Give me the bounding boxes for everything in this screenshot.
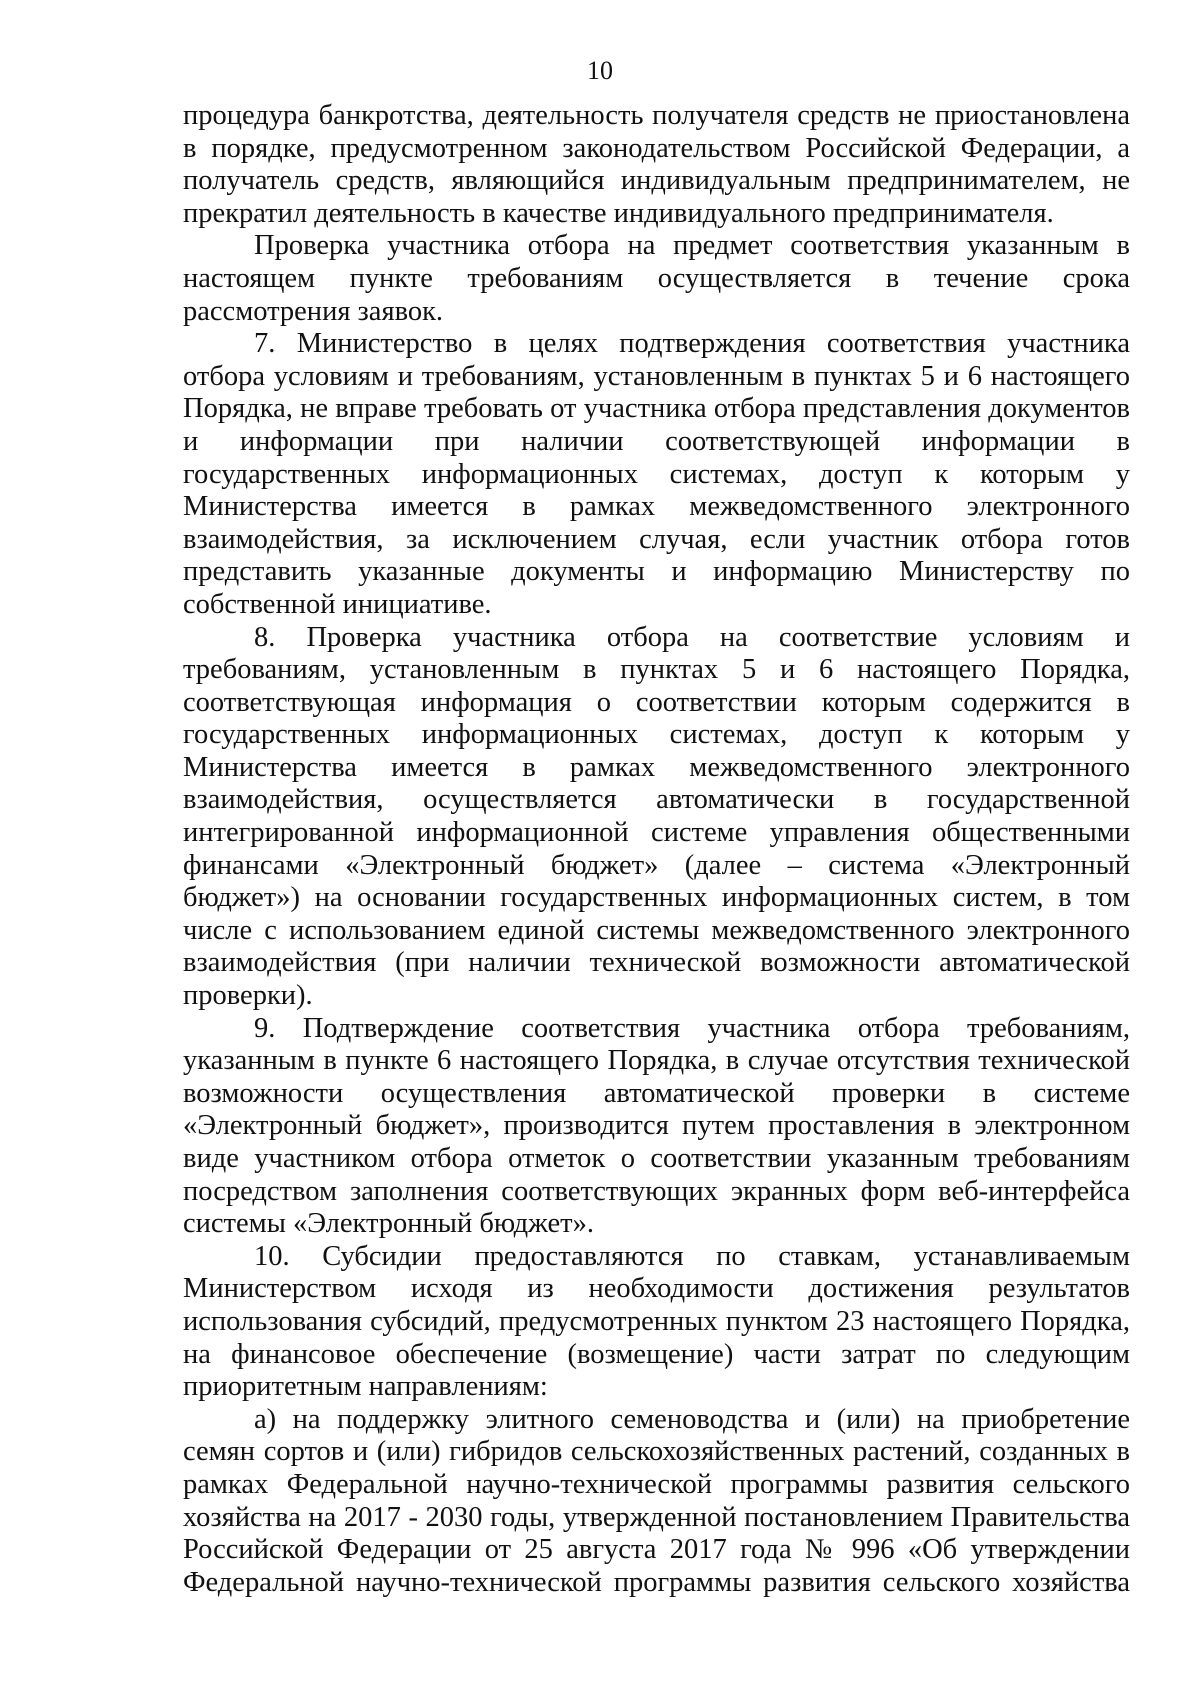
- paragraph-item-9: 9. Подтверждение соответствия участника отбора требованиям, указанным в пункте 6 настоящего Порядка, в случае отсутствия технической возможности осуществления автоматической проверки в системе «Электронный бюджет», производится путем проставления в электронном виде участником отбора отметок о соответствии указанным требованиям посредством заполнения соответствующих экранных форм веб-интерфейса системы «Электронный бюджет».: [183, 1012, 1130, 1240]
- paragraph-item-8: 8. Проверка участника отбора на соответствие условиям и требованиям, установленным в пунктах 5 и 6 настоящего Порядка, соответствующая информация о соответствии которым содержится в государственных информационных системах, доступ к которым у Министерства имеется в рамках межведомственного электронного взаимодействия, осуществляется автоматически в государственной интегрированной информационной системе управления общественными финансами «Электронный бюджет» (далее – система «Электронный бюджет») на основании государственных информационных систем, в том числе с использованием единой системы межведомственного электронного взаимодействия (при наличии технической возможности автоматической проверки).: [183, 621, 1130, 1012]
- paragraph-verification-period: Проверка участника отбора на предмет соответствия указанным в настоящем пункте требованиям осуществляется в течение срока рассмотрения заявок.: [183, 230, 1130, 327]
- document-body: [183, 100, 1130, 1599]
- paragraph-item-10: 10. Субсидии предоставляются по ставкам, устанавливаемым Министерством исходя из необходимости достижения результатов использования субсидий, предусмотренных пунктом 23 настоящего Порядка, на финансовое обеспечение (возмещение) части затрат по следующим приоритетным направлениям:: [183, 1240, 1130, 1403]
- paragraph-bankruptcy-continuation: процедура банкротства, деятельность получателя средств не приостановлена в порядке, предусмотренном законодательством Российской Федерации, а получатель средств, являющийся индивидуальным предпринимателем, не прекратил деятельность в качестве индивидуального предпринимателя.: [183, 100, 1130, 229]
- paragraph-item-7: 7. Министерство в целях подтверждения соответствия участника отбора условиям и требованиям, установленным в пунктах 5 и 6 настоящего Порядка, не вправе требовать от участника отбора представления документов и информации при наличии соответствующей информации в государственных информационных системах, доступ к которым у Министерства имеется в рамках межведомственного электронного взаимодействия, за исключением случая, если участник отбора готов представить указанные документы и информацию Министерству по собственной инициативе.: [183, 328, 1130, 620]
- page-number: 10: [587, 56, 613, 85]
- paragraph-item-10-a: а) на поддержку элитного семеноводства и (или) на приобретение семян сортов и (или) гибридов сельскохозяйственных растений, созданных в рамках Федеральной научно-технической программы развития сельского хозяйства на 2017 - 2030 годы, утвержденной постановлением Правительства Российской Федерации от 25 августа 2017 года № 996 «Об утверждении Федеральной научно-технической программы развития сельского хозяйства: [183, 1403, 1130, 1598]
